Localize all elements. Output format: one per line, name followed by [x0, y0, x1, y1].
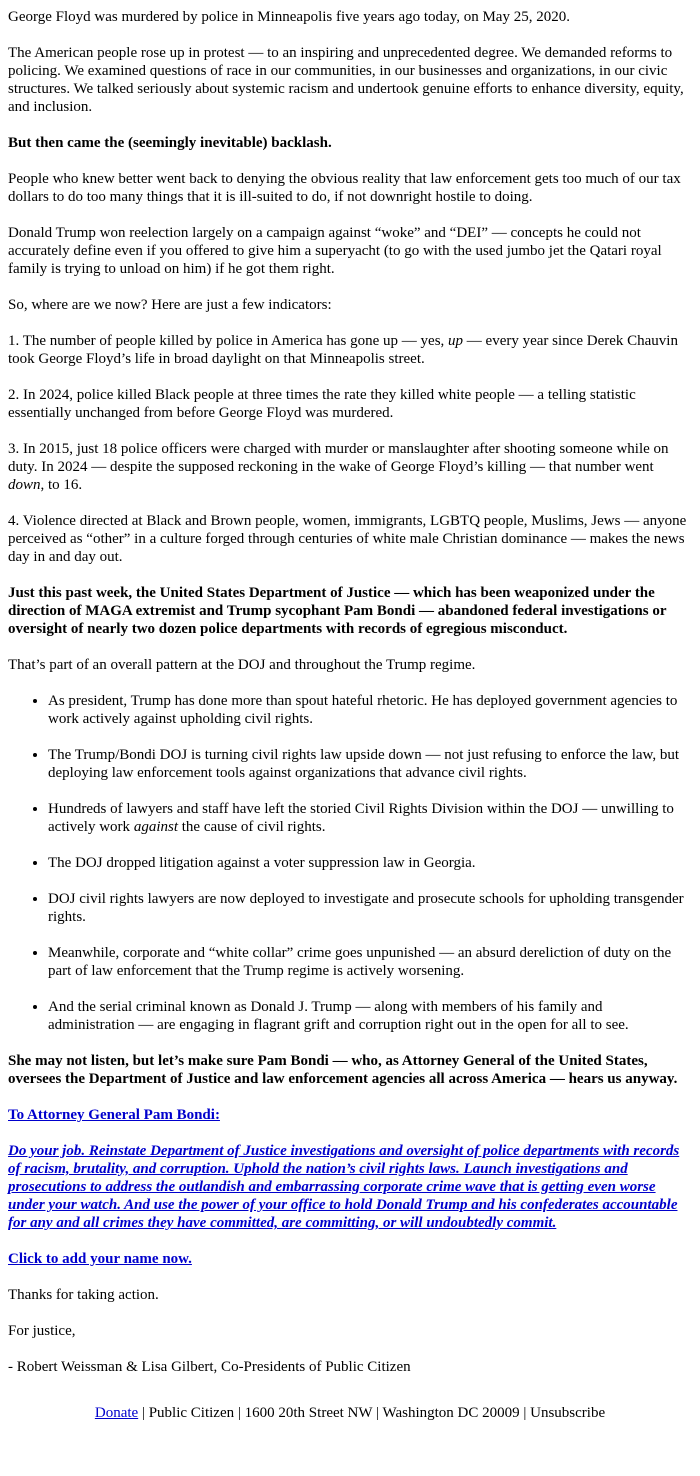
- footer-org: Public Citizen: [148, 1405, 235, 1421]
- add-your-name-link[interactable]: Click to add your name now.: [8, 1251, 192, 1267]
- indicator-2: 2. In 2024, police killed Black people at three times the rate they killed white people — a telling statistic essentially unchanged from before George Floyd was murdered.: [8, 387, 636, 421]
- list-item-emphasis: against: [133, 819, 178, 835]
- list-item-text: Hundreds of lawyers and staff have left the storied Civil Rights Division within the DOJ — unwilling to actively work: [48, 801, 674, 835]
- intro-paragraph-4: People who knew better went back to denying the obvious reality that law enforcement gets too much of our tax dollars to do too many things that it is ill-suited to do, if not downright hostile to doing.: [8, 171, 681, 205]
- doj-paragraph: [8, 584, 692, 638]
- indicator-1-text-end: — every year since Derek Chauvin took George Floyd’s life in broad daylight on that Minneapolis street.: [8, 333, 678, 367]
- intro-paragraph-2: The American people rose up in protest — to an inspiring and unprecedented degree. We demanded reforms to policing. We examined questions of race in our communities, in our businesses and organizations, in our civic structures. We talked seriously about systemic racism and undertook genuine efforts to enhance diversity, equity, and inclusion.: [8, 45, 684, 115]
- list-item: • Meanwhile, corporate and “white collar” crime goes unpunished — an absurd dereliction of duty on the part of law enforcement that the Trump regime is actively worsening.: [48, 944, 692, 980]
- list-item: [48, 800, 692, 836]
- footer-city: Washington DC 20009: [382, 1405, 520, 1421]
- unsubscribe-link[interactable]: Unsubscribe: [530, 1405, 606, 1421]
- indicator-1-emphasis: up: [448, 333, 464, 349]
- indicator-3-text: 3. In 2015, just 18 police officers were charged with murder or manslaughter after shooting someone while on duty. In 2024 — despite the supposed reckoning in the wake of George Floyd’s killing — that number went: [8, 441, 669, 475]
- indicator-3-emphasis: down: [8, 477, 41, 493]
- thanks-paragraph: Thanks for taking action.: [8, 1287, 159, 1303]
- list-item: • And the serial criminal known as Donald J. Trump — along with members of his family and administration — are engaging in flagrant grift and corruption right out in the open for all to see.: [48, 998, 692, 1034]
- signoff-paragraph: For justice,: [8, 1323, 76, 1339]
- signature-paragraph: - Robert Weissman & Lisa Gilbert, Co-Presidents of Public Citizen: [8, 1359, 411, 1375]
- civil-rights-list: [8, 692, 692, 1034]
- intro-paragraph-3: [8, 134, 692, 152]
- backlash-heading: But then came the (seemingly inevitable) backlash.: [8, 135, 332, 151]
- footer-separator: |: [234, 1405, 245, 1421]
- donate-link[interactable]: Donate: [94, 1405, 139, 1421]
- cta-paragraph: [8, 1250, 692, 1268]
- footer-separator: |: [372, 1405, 383, 1421]
- indicator-1: [8, 332, 692, 368]
- intro-paragraph-6: So, where are we now? Here are just a few indicators:: [8, 297, 332, 313]
- pattern-paragraph: That’s part of an overall pattern at the DOJ and throughout the Trump regime.: [8, 657, 476, 673]
- indicator-1-text: 1. The number of people killed by police in America has gone up — yes,: [8, 333, 449, 349]
- list-item: • The DOJ dropped litigation against a voter suppression law in Georgia.: [48, 854, 692, 872]
- petition-paragraph: [8, 1142, 692, 1232]
- petition-text-link[interactable]: Do your job. Reinstate Department of Justice investigations and oversight of police departments with records of racism, brutality, and corruption. Uphold the nation’s civil rights laws. Launch investigations and prosecutions to address the outlandish and embarrassing corporate crime wave that is getting even worse under your watch. And use the power of your office to hold Donald Trump and his confederates accountable for any and all crimes they have committed, are committing, or will undoubtedly commit.: [8, 1143, 680, 1231]
- doj-bold-text: Just this past week, the United States Department of Justice — which has been weaponized under the direction of MAGA extremist and Trump sycophant Pam Bondi — abandoned federal investigations or oversight of nearly two dozen police departments with records of egregious misconduct.: [8, 585, 667, 637]
- email-footer: [8, 1404, 692, 1422]
- closing-paragraph: [8, 1052, 692, 1088]
- intro-paragraph-1: George Floyd was murdered by police in Minneapolis five years ago today, on May 25, 2020.: [8, 9, 570, 25]
- footer-separator: |: [138, 1405, 149, 1421]
- list-item: • The Trump/Bondi DOJ is turning civil rights law upside down — not just refusing to enforce the law, but deploying law enforcement tools against organizations that advance civil rights.: [48, 746, 692, 782]
- list-item: • As president, Trump has done more than spout hateful rhetoric. He has deployed government agencies to work actively against upholding civil rights.: [48, 692, 692, 728]
- to-attorney-general-link[interactable]: To Attorney General Pam Bondi:: [8, 1107, 220, 1123]
- list-item: • DOJ civil rights lawyers are now deployed to investigate and prosecute schools for upholding transgender rights.: [48, 890, 692, 926]
- petition-recipient: [8, 1106, 692, 1124]
- indicator-3: [8, 440, 692, 494]
- list-item-text-end: the cause of civil rights.: [178, 819, 326, 835]
- indicator-3-text-end: , to 16.: [40, 477, 83, 493]
- footer-separator: |: [519, 1405, 531, 1421]
- indicator-4: 4. Violence directed at Black and Brown people, women, immigrants, LGBTQ people, Muslims, Jews — anyone perceived as “other” in a culture forged through centuries of white male Christian dominance — makes the news day in and day out.: [8, 513, 687, 565]
- intro-paragraph-5: Donald Trump won reelection largely on a campaign against “woke” and “DEI” — concepts he could not accurately define even if you offered to give him a superyacht (to go with the used jumbo jet the Qatari royal family is trying to unload on him) if he got them right.: [8, 225, 662, 277]
- footer-address: 1600 20th Street NW: [244, 1405, 373, 1421]
- closing-bold-text: She may not listen, but let’s make sure Pam Bondi — who, as Attorney General of the United States, oversees the Department of Justice and law enforcement agencies all across America — hears us anyway.: [8, 1053, 678, 1087]
